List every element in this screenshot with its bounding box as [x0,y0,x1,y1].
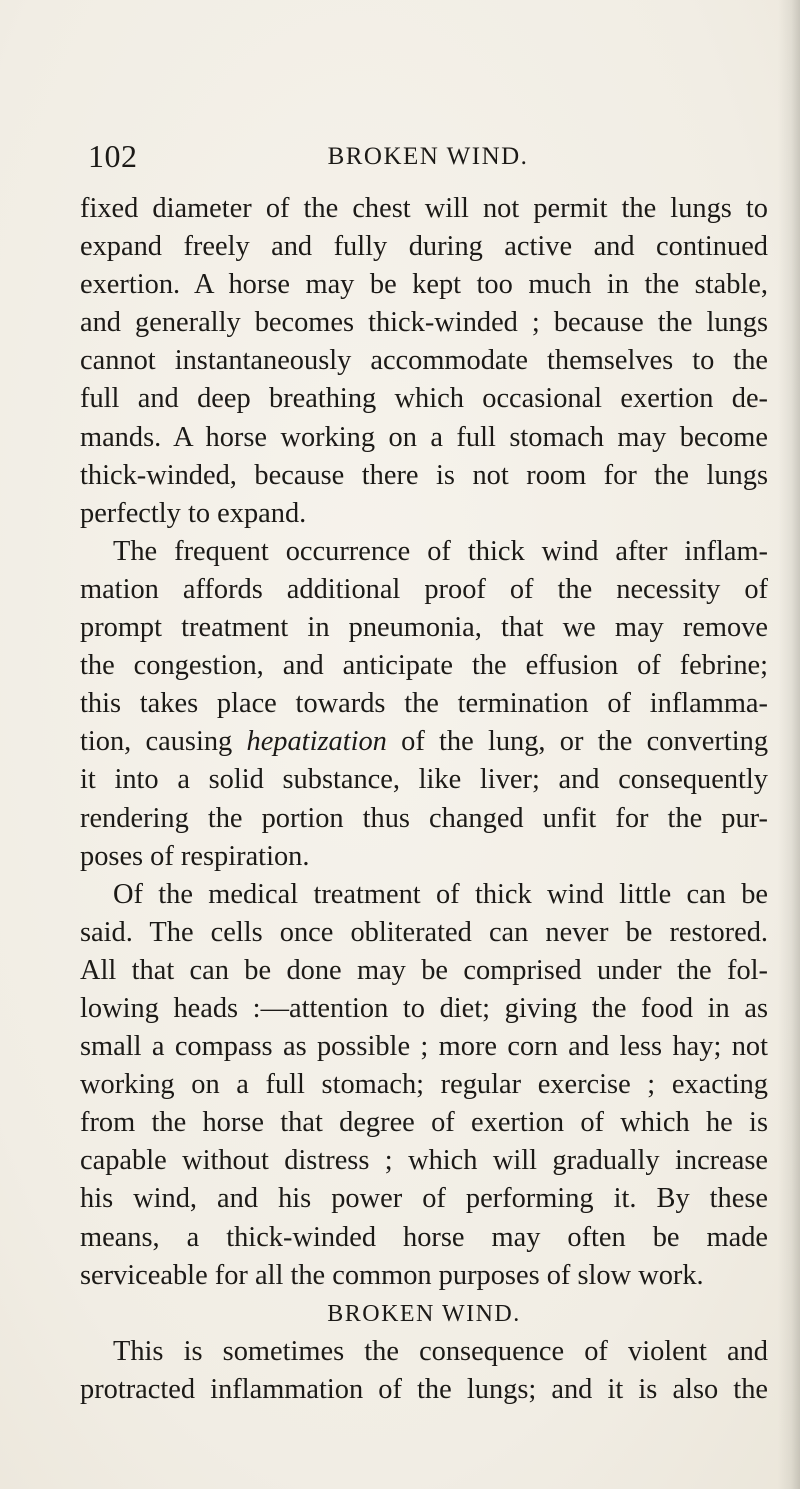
page-edge-shadow [778,0,800,1489]
page-header [88,136,768,176]
text-line: This is sometimes the consequence of violent and [113,1335,768,1367]
text-line: his wind, and his power of performing it. By these [80,1183,768,1215]
running-title: BROKEN WIND. [327,143,529,170]
text-run: tion, causing [80,726,247,758]
text-line: small a compass as possible ; more corn and less hay; not [80,1031,768,1063]
text-line: working on a full stomach; regular exercise ; exacting [80,1069,768,1101]
text-line: it into a solid substance, like liver; and consequently [80,764,768,796]
text-line: poses of respiration. [80,840,310,872]
text-line: The frequent occurrence of thick wind after inflam- [113,535,768,567]
text-line: this takes place towards the termination of inflamma- [80,688,768,720]
text-run: of the lung, or the converting [386,726,769,758]
section-heading: BROKEN WIND. [327,1300,521,1327]
text-line: cannot instantaneously accommodate themselves to the [80,345,768,377]
text-line: expand freely and fully during active and continued [80,231,768,263]
text-line: capable without distress ; which will gradually increase [80,1145,768,1177]
text-line: means, a thick-winded horse may often be made [80,1221,768,1253]
text-line: the congestion, and anticipate the effusion of febrine; [80,650,768,682]
text-line: said. The cells once obliterated can never be restored. [80,916,768,948]
text-line: rendering the portion thus changed unfit for the pur- [80,802,768,834]
text-line: perfectly to expand. [80,497,307,529]
text-line: exertion. A horse may be kept too much in the stable, [80,269,768,301]
text-line: thick-winded, because there is not room for the lungs [80,459,768,491]
page-body [80,190,768,1409]
text-line: full and deep breathing which occasional exertion de- [80,383,768,415]
page-number: 102 [88,138,138,174]
text-line: fixed diameter of the chest will not permit the lungs to [80,193,768,224]
text-line: from the horse that degree of exertion of which he is [80,1107,768,1139]
text-line: All that can be done may be comprised under the fol- [80,954,768,986]
italic-term: hepatization [246,726,387,758]
text-line: prompt treatment in pneumonia, that we may remove [80,612,768,644]
text-line: serviceable for all the common purposes of slow work. [80,1259,704,1291]
text-line: protracted inflammation of the lungs; and it is also the [80,1373,768,1405]
text-line: lowing heads :—attention to diet; giving the food in as [80,992,768,1024]
text-line: Of the medical treatment of thick wind little can be [113,878,768,910]
text-line: mands. A horse working on a full stomach may become [80,421,768,453]
text-line: mation affords additional proof of the necessity of [80,573,768,605]
text-line: and generally becomes thick-winded ; because the lungs [80,307,768,339]
text-line-with-italic [80,723,768,761]
